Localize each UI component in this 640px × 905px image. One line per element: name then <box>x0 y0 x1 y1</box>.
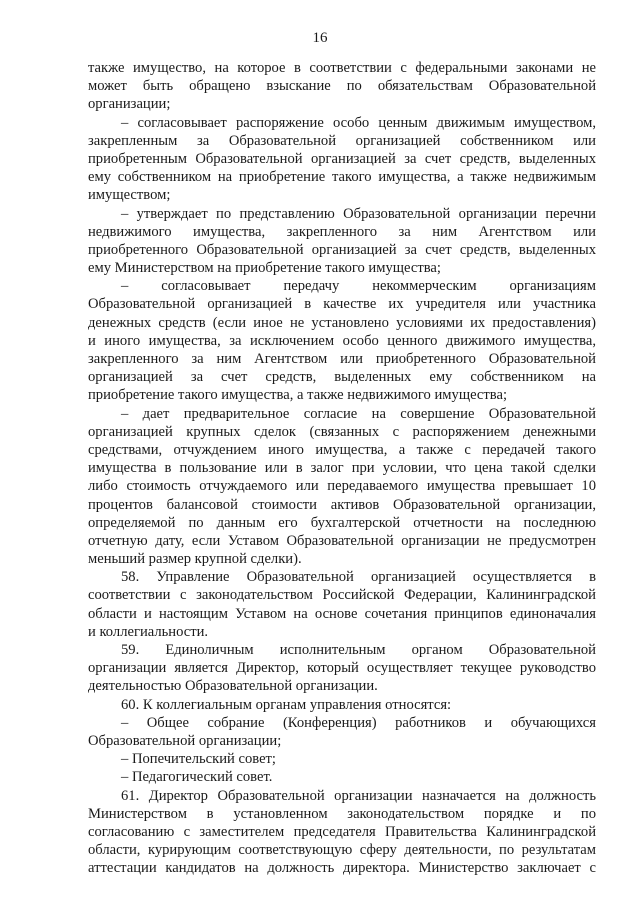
text-line: приобретенным Образовательной организацией за счет средств, выделенных <box>88 150 596 167</box>
text-line: аттестации кандидатов на должность директора. Министерство заключает с <box>88 860 596 877</box>
text-line: и коллегиальности. <box>88 623 209 640</box>
text-line: денежных средств (если иное не установлено условиями их предоставления) <box>88 314 596 331</box>
text-line: – Педагогический совет. <box>121 769 273 786</box>
document-body <box>88 59 596 877</box>
text-line: организацией крупных сделок (связанных с распоряжением денежными <box>88 423 596 440</box>
text-line: области, курирующим соответствующую сферу деятельности, по результатам <box>88 842 596 859</box>
text-line: имуществом; <box>88 187 171 204</box>
text-line: – утверждает по представлению Образовательной организации перечни <box>121 205 596 222</box>
text-line: процентов балансовой стоимости активов Образовательной организации, <box>88 496 596 513</box>
text-line: также имущество, на которое в соответствии с федеральными законами не <box>88 60 596 76</box>
text-line: организации; <box>88 96 171 113</box>
text-line: согласованию с заместителем председателя Правительства Калининградской <box>88 823 596 840</box>
text-line: отчетную дату, если Уставом Образовательной организации не предусмотрен <box>88 532 596 549</box>
text-line: 60. К коллегиальным органам управления относятся: <box>121 696 452 713</box>
text-line: – Общее собрание (Конференция) работников и обучающихся <box>121 714 596 731</box>
text-line: имущества в пользование или в залог при условии, что цена такой сделки <box>88 460 596 477</box>
text-line: определяемой по данным его бухгалтерской отчетности на последнюю <box>88 514 596 531</box>
text-line: Министерством в установленном законодательством порядке и по <box>88 805 596 822</box>
text-line: 58. Управление Образовательной организацией осуществляется в <box>121 569 596 586</box>
text-line: либо стоимость отчуждаемого или передаваемого имущества превышает 10 <box>88 478 596 495</box>
text-line: приобретение такого имущества, а также недвижимого имущества; <box>88 387 507 404</box>
text-line: 61. Директор Образовательной организации назначается на должность <box>121 787 596 804</box>
text-line: – согласовывает передачу некоммерческим организациям <box>121 278 596 295</box>
text-line: и иного имущества, за исключением особо ценного движимого имущества, <box>88 332 596 349</box>
text-line: приобретенного Образовательной организацией за счет средств, выделенных <box>88 241 596 258</box>
text-line: – согласовывает распоряжение особо ценным движимым имуществом, <box>121 114 596 131</box>
text-line: организации является Директор, который осуществляет текущее руководство <box>88 660 596 677</box>
text-line: может быть обращено взыскание по обязательствам Образовательной <box>88 78 596 95</box>
text-line: меньший размер крупной сделки). <box>88 551 302 568</box>
text-line: соответствии с законодательством Российской Федерации, Калининградской <box>88 587 596 604</box>
text-line: ему собственником на приобретение такого имущества, а также недвижимым <box>88 169 596 186</box>
text-line: средствами, отчуждением иного имущества, а также с передачей такого <box>88 441 596 458</box>
text-line: организацией за счет средств, выделенных ему собственником на <box>88 369 596 386</box>
text-line: области и настоящим Уставом на основе сочетания принципов единоначалия <box>88 605 596 622</box>
text-line: ему Министерством на приобретение такого имущества; <box>88 260 441 277</box>
text-line: Образовательной организации; <box>88 732 282 749</box>
text-line: закрепленного за ним Агентством или приобретенного Образовательной <box>88 351 596 367</box>
text-line: – Попечительский совет; <box>121 751 276 768</box>
text-line: 59. Единоличным исполнительным органом Образовательной <box>121 642 596 658</box>
text-line: Образовательной организацией в качестве их учредителя или участника <box>88 296 596 313</box>
page-number: 16 <box>312 30 328 46</box>
text-line: деятельностью Образовательной организации. <box>88 678 378 695</box>
text-line: – дает предварительное согласие на совершение Образовательной <box>121 405 596 422</box>
text-line: закрепленным за Образовательной организацией собственником или <box>88 132 596 149</box>
text-line: недвижимого имущества, закрепленного за ним Агентством или <box>88 223 596 240</box>
